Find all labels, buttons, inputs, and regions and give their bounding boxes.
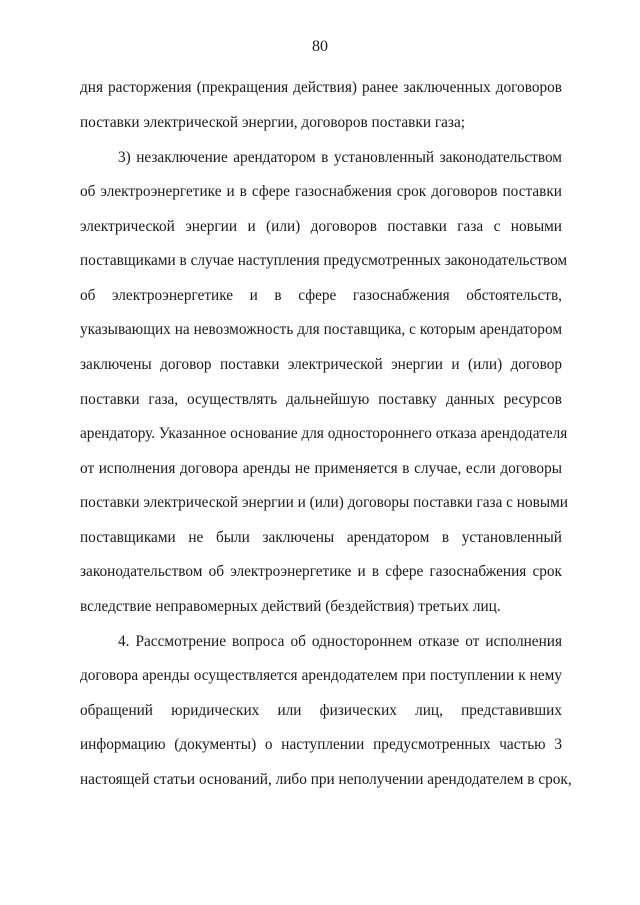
text-line: дня расторжения (прекращения действия) ранее заключенных договоров bbox=[80, 79, 562, 96]
text-line: обращений юридических или физических лиц, представивших bbox=[80, 702, 562, 719]
text-line: поставщиками не были заключены арендатором в установленный bbox=[80, 529, 562, 546]
text-line: поставки электрической энергии, договоров поставки газа; bbox=[80, 114, 465, 131]
text-line: законодательством об электроэнергетике и в сфере газоснабжения срок bbox=[80, 563, 562, 580]
text-line: заключены договор поставки электрической энергии и (или) договор bbox=[80, 356, 562, 373]
text-line: настоящей статьи оснований, либо при неполучении арендодателем в срок, bbox=[80, 771, 572, 788]
text-line: 3) незаключение арендатором в установленный законодательством bbox=[118, 149, 562, 166]
text-line: поставки электрической энергии и (или) договоры поставки газа с новыми bbox=[80, 494, 568, 511]
page-number: 80 bbox=[312, 38, 328, 55]
text-line: вследствие неправомерных действий (бездействия) третьих лиц. bbox=[80, 598, 501, 615]
text-line: электрической энергии и (или) договоров поставки газа с новыми bbox=[80, 218, 562, 235]
text-line: от исполнения договора аренды не применяется в случае, если договоры bbox=[80, 460, 562, 477]
text-line: договора аренды осуществляется арендодателем при поступлении к нему bbox=[80, 667, 562, 684]
text-line: арендатору. Указанное основание для одностороннего отказа арендодателя bbox=[80, 425, 568, 442]
text-line: об электроэнергетике и в сфере газоснабжения срок договоров поставки bbox=[80, 183, 562, 200]
text-line: информацию (документы) о наступлении предусмотренных частью 3 bbox=[80, 736, 562, 753]
text-line: об электроэнергетике и в сфере газоснабжения обстоятельств, bbox=[80, 287, 562, 304]
text-line: поставки газа, осуществлять дальнейшую поставку данных ресурсов bbox=[80, 391, 562, 408]
text-line: указывающих на невозможность для поставщика, с которым арендатором bbox=[80, 321, 562, 338]
text-line: 4. Рассмотрение вопроса об одностороннем отказе от исполнения bbox=[118, 633, 562, 650]
text-line: поставщиками в случае наступления предусмотренных законодательством bbox=[80, 252, 568, 269]
